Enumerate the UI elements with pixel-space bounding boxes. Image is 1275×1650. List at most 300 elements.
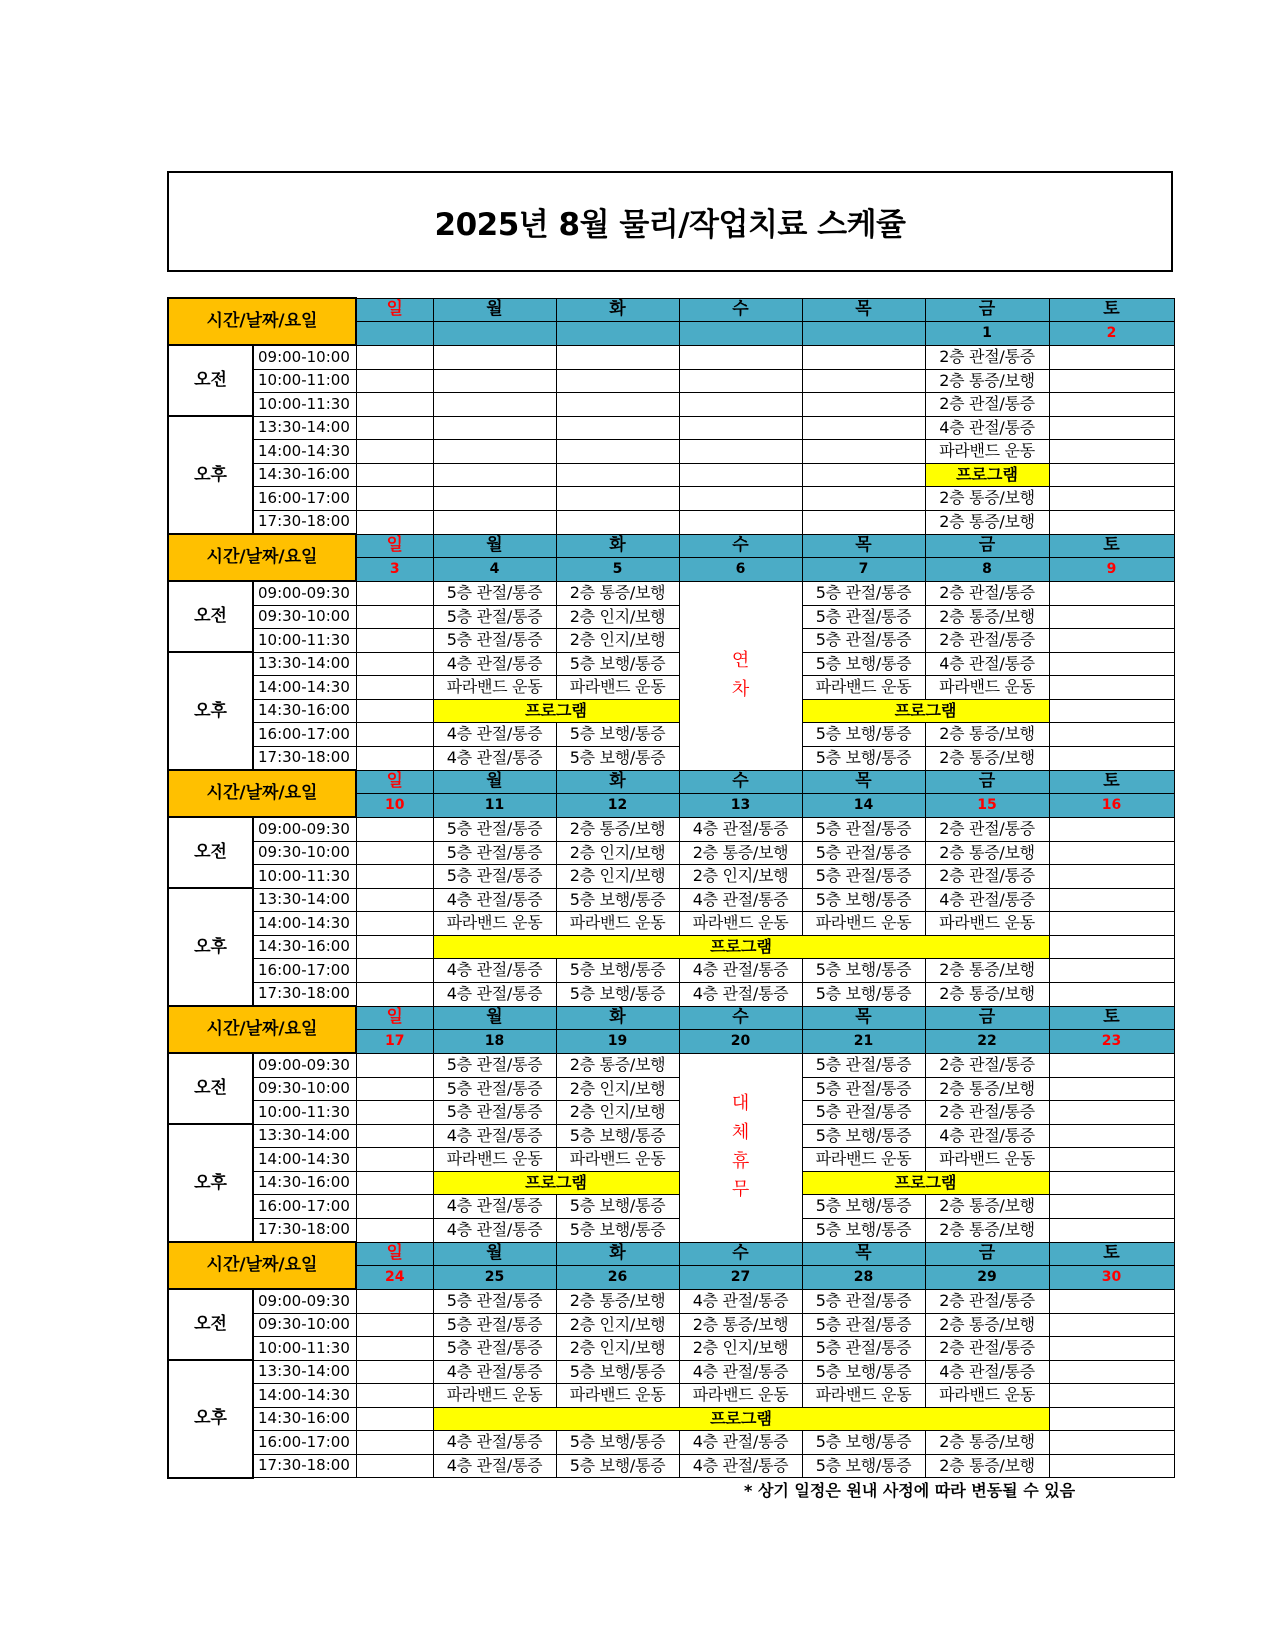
schedule-cell: 5층 보행/통증 [802, 746, 925, 770]
weekday-5: 금 [925, 534, 1049, 558]
date-cell: 27 [679, 1266, 802, 1290]
table-row [168, 676, 1174, 700]
table-row [168, 817, 1174, 841]
table-row [168, 581, 1174, 605]
table-row [168, 1289, 1174, 1313]
schedule-cell: 5층 보행/통증 [802, 652, 925, 676]
time-slot: 13:30-14:00 [253, 1124, 356, 1148]
schedule-cell: 5층 보행/통증 [556, 888, 679, 912]
schedule-cell [1049, 629, 1174, 653]
schedule-cell [679, 369, 802, 393]
schedule-cell: 파라밴드 운동 [433, 1148, 556, 1172]
schedule-cell: 5층 관절/통증 [433, 629, 556, 653]
schedule-cell: 파라밴드 운동 [802, 912, 925, 936]
weekday-0: 일 [356, 1006, 433, 1030]
table-row [168, 1218, 1174, 1242]
time-slot: 14:30-16:00 [253, 1171, 356, 1195]
schedule-cell: 5층 보행/통증 [802, 959, 925, 983]
schedule-cell [802, 463, 925, 487]
schedule-cell: 4층 관절/통증 [679, 1454, 802, 1478]
schedule-cell: 2층 관절/통증 [925, 393, 1049, 417]
weekday-2: 화 [556, 1242, 679, 1266]
schedule-cell [1049, 440, 1174, 464]
schedule-cell [356, 581, 433, 605]
time-slot: 16:00-17:00 [253, 1431, 356, 1455]
time-slot: 09:00-09:30 [253, 1289, 356, 1313]
program-cell: 프로그램 [433, 935, 1049, 959]
schedule-cell: 5층 관절/통증 [433, 841, 556, 865]
program-cell: 프로그램 [433, 1407, 1049, 1431]
date-cell: 1 [925, 322, 1049, 346]
schedule-cell [802, 510, 925, 534]
header-label: 시간/날짜/요일 [168, 534, 356, 581]
date-cell: 30 [1049, 1266, 1174, 1290]
table-row [168, 1053, 1174, 1077]
schedule-cell [1049, 1077, 1174, 1101]
time-slot: 10:00-11:30 [253, 865, 356, 889]
schedule-cell [356, 888, 433, 912]
schedule-cell: 5층 보행/통증 [556, 1454, 679, 1478]
schedule-cell: 파라밴드 운동 [433, 912, 556, 936]
schedule-cell: 2층 통증/보행 [925, 982, 1049, 1006]
weekday-1: 월 [433, 1242, 556, 1266]
schedule-cell [679, 345, 802, 369]
schedule-cell [556, 416, 679, 440]
time-slot: 16:00-17:00 [253, 723, 356, 747]
time-slot: 09:00-09:30 [253, 817, 356, 841]
schedule-cell [356, 1077, 433, 1101]
schedule-cell [356, 746, 433, 770]
schedule-cell: 2층 인지/보행 [556, 1077, 679, 1101]
page-title: 2025년 8월 물리/작업치료 스케쥴 [434, 207, 906, 243]
schedule-cell: 파라밴드 운동 [433, 676, 556, 700]
schedule-cell: 2층 통증/보행 [925, 1218, 1049, 1242]
schedule-cell [1049, 1360, 1174, 1384]
schedule-cell [1049, 605, 1174, 629]
schedule-cell [556, 369, 679, 393]
date-cell: 18 [433, 1030, 556, 1054]
schedule-cell: 5층 관절/통증 [802, 1289, 925, 1313]
weekday-row [168, 534, 1174, 558]
schedule-cell: 4층 관절/통증 [925, 1124, 1049, 1148]
schedule-cell [1049, 1431, 1174, 1455]
holiday-cell [679, 1053, 802, 1242]
schedule-cell [1049, 912, 1174, 936]
date-cell: 13 [679, 794, 802, 818]
schedule-cell [356, 369, 433, 393]
time-slot: 10:00-11:00 [253, 369, 356, 393]
schedule-cell [356, 440, 433, 464]
schedule-cell: 5층 보행/통증 [556, 652, 679, 676]
schedule-cell: 5층 관절/통증 [433, 1289, 556, 1313]
schedule-cell [802, 345, 925, 369]
schedule-cell [1049, 393, 1174, 417]
header-label: 시간/날짜/요일 [168, 770, 356, 817]
time-slot: 17:30-18:00 [253, 1218, 356, 1242]
date-cell [433, 322, 556, 346]
time-slot: 14:00-14:30 [253, 1384, 356, 1408]
schedule-cell [1049, 888, 1174, 912]
schedule-cell [1049, 723, 1174, 747]
weekday-0: 일 [356, 298, 433, 322]
date-cell: 2 [1049, 322, 1174, 346]
schedule-cell [356, 345, 433, 369]
period-am: 오전 [168, 1289, 253, 1360]
schedule-cell [1049, 652, 1174, 676]
weekday-5: 금 [925, 770, 1049, 794]
weekday-2: 화 [556, 298, 679, 322]
date-cell: 21 [802, 1030, 925, 1054]
schedule-cell: 5층 관절/통증 [802, 1101, 925, 1125]
date-cell: 29 [925, 1266, 1049, 1290]
schedule-cell [1049, 841, 1174, 865]
schedule-cell: 파라밴드 운동 [556, 676, 679, 700]
schedule-cell [1049, 959, 1174, 983]
time-slot: 10:00-11:30 [253, 1101, 356, 1125]
schedule-cell: 2층 통증/보행 [556, 581, 679, 605]
period-am: 오전 [168, 817, 253, 888]
schedule-cell: 4층 관절/통증 [433, 1454, 556, 1478]
schedule-cell: 5층 보행/통증 [802, 1360, 925, 1384]
period-pm: 오후 [168, 652, 253, 770]
date-cell [556, 322, 679, 346]
schedule-cell: 2층 통증/보행 [679, 841, 802, 865]
schedule-cell: 5층 보행/통증 [556, 723, 679, 747]
schedule-cell [1049, 1195, 1174, 1219]
schedule-cell: 2층 관절/통증 [925, 629, 1049, 653]
date-cell: 19 [556, 1030, 679, 1054]
schedule-cell [433, 345, 556, 369]
schedule-cell: 5층 보행/통증 [802, 982, 925, 1006]
schedule-cell: 5층 보행/통증 [802, 1195, 925, 1219]
schedule-cell [1049, 1313, 1174, 1337]
table-row [168, 1101, 1174, 1125]
table-row [168, 1313, 1174, 1337]
schedule-cell [556, 463, 679, 487]
period-pm: 오후 [168, 888, 253, 1006]
schedule-cell: 5층 관절/통증 [802, 581, 925, 605]
schedule-cell: 2층 통증/보행 [925, 1313, 1049, 1337]
table-row [168, 746, 1174, 770]
schedule-cell: 2층 인지/보행 [556, 865, 679, 889]
weekday-row [168, 1006, 1174, 1030]
schedule-cell: 5층 관절/통증 [433, 1313, 556, 1337]
date-cell: 7 [802, 558, 925, 582]
schedule-cell [356, 912, 433, 936]
time-slot: 09:00-10:00 [253, 345, 356, 369]
schedule-cell [356, 1407, 433, 1431]
schedule-cell [1049, 1289, 1174, 1313]
schedule-cell: 5층 보행/통증 [556, 1218, 679, 1242]
schedule-cell [1049, 1171, 1174, 1195]
table-row [168, 1407, 1174, 1431]
period-am: 오전 [168, 581, 253, 652]
time-slot: 17:30-18:00 [253, 982, 356, 1006]
schedule-cell: 2층 관절/통증 [925, 865, 1049, 889]
schedule-cell: 4층 관절/통증 [679, 982, 802, 1006]
time-slot: 14:30-16:00 [253, 1407, 356, 1431]
schedule-cell: 파라밴드 운동 [556, 912, 679, 936]
schedule-cell: 4층 관절/통증 [433, 723, 556, 747]
schedule-cell [356, 1384, 433, 1408]
date-cell: 26 [556, 1266, 679, 1290]
table-row [168, 345, 1174, 369]
schedule-cell [356, 487, 433, 511]
date-cell: 6 [679, 558, 802, 582]
schedule-cell [1049, 1124, 1174, 1148]
schedule-cell: 2층 통증/보행 [925, 959, 1049, 983]
schedule-cell [679, 487, 802, 511]
schedule-cell [1049, 699, 1174, 723]
schedule-cell: 2층 관절/통증 [925, 1289, 1049, 1313]
schedule-cell: 파라밴드 운동 [802, 1148, 925, 1172]
schedule-cell [356, 1337, 433, 1361]
schedule-cell [1049, 982, 1174, 1006]
schedule-cell: 5층 관절/통증 [433, 817, 556, 841]
schedule-cell: 5층 보행/통증 [802, 723, 925, 747]
program-cell: 프로그램 [433, 1171, 679, 1195]
schedule-cell [356, 699, 433, 723]
schedule-cell [356, 723, 433, 747]
schedule-cell: 4층 관절/통증 [433, 746, 556, 770]
schedule-cell: 2층 통증/보행 [556, 1053, 679, 1077]
schedule-cell: 파라밴드 운동 [925, 1384, 1049, 1408]
holiday-char: 휴 [731, 1150, 750, 1172]
schedule-cell: 5층 관절/통증 [802, 1337, 925, 1361]
table-row [168, 935, 1174, 959]
time-slot: 13:30-14:00 [253, 652, 356, 676]
schedule-cell [356, 1195, 433, 1219]
schedule-cell [356, 652, 433, 676]
schedule-cell: 5층 관절/통증 [433, 1077, 556, 1101]
time-slot: 14:30-16:00 [253, 935, 356, 959]
schedule-cell: 4층 관절/통증 [679, 888, 802, 912]
schedule-cell: 4층 관절/통증 [679, 1289, 802, 1313]
table-row [168, 959, 1174, 983]
schedule-cell [356, 510, 433, 534]
weekday-3: 수 [679, 770, 802, 794]
schedule-cell [356, 1313, 433, 1337]
schedule-cell [356, 959, 433, 983]
time-slot: 09:30-10:00 [253, 1313, 356, 1337]
schedule-cell: 파라밴드 운동 [925, 676, 1049, 700]
time-slot: 09:30-10:00 [253, 841, 356, 865]
schedule-cell: 5층 관절/통증 [802, 817, 925, 841]
schedule-cell: 4층 관절/통증 [925, 888, 1049, 912]
schedule-cell: 5층 보행/통증 [556, 1360, 679, 1384]
schedule-cell: 2층 인지/보행 [679, 865, 802, 889]
period-am: 오전 [168, 1053, 253, 1124]
table-row [168, 1171, 1174, 1195]
schedule-cell [1049, 487, 1174, 511]
time-slot: 14:30-16:00 [253, 699, 356, 723]
schedule-cell [1049, 1101, 1174, 1125]
schedule-cell [1049, 1218, 1174, 1242]
table-row [168, 510, 1174, 534]
date-cell: 4 [433, 558, 556, 582]
time-slot: 16:00-17:00 [253, 487, 356, 511]
schedule-cell [556, 393, 679, 417]
holiday-char: 대 [731, 1092, 750, 1114]
schedule-cell [356, 1454, 433, 1478]
schedule-cell: 2층 관절/통증 [925, 1337, 1049, 1361]
schedule-cell [556, 440, 679, 464]
schedule-cell: 2층 통증/보행 [556, 817, 679, 841]
schedule-cell [356, 605, 433, 629]
schedule-cell [356, 1171, 433, 1195]
schedule-cell: 5층 보행/통증 [802, 888, 925, 912]
schedule-cell: 2층 관절/통증 [925, 345, 1049, 369]
weekday-1: 월 [433, 770, 556, 794]
time-slot: 13:30-14:00 [253, 888, 356, 912]
table-row [168, 723, 1174, 747]
schedule-cell: 5층 관절/통증 [433, 581, 556, 605]
date-cell: 12 [556, 794, 679, 818]
schedule-cell: 2층 인지/보행 [556, 629, 679, 653]
schedule-cell [433, 463, 556, 487]
holiday-char: 차 [731, 678, 750, 700]
schedule-cell: 파라밴드 운동 [679, 1384, 802, 1408]
weekday-6: 토 [1049, 1242, 1174, 1266]
schedule-cell: 2층 인지/보행 [679, 1337, 802, 1361]
schedule-cell [433, 393, 556, 417]
schedule-cell: 2층 통증/보행 [925, 369, 1049, 393]
date-cell [679, 322, 802, 346]
weekday-1: 월 [433, 534, 556, 558]
schedule-cell: 파라밴드 운동 [802, 1384, 925, 1408]
header-label: 시간/날짜/요일 [168, 298, 356, 345]
date-cell: 11 [433, 794, 556, 818]
weekday-row [168, 298, 1174, 322]
schedule-cell: 5층 관절/통증 [433, 1101, 556, 1125]
schedule-cell [356, 1360, 433, 1384]
schedule-table [167, 297, 1175, 1479]
program-cell: 프로그램 [433, 699, 679, 723]
schedule-cell [1049, 345, 1174, 369]
schedule-cell [802, 369, 925, 393]
time-slot: 09:30-10:00 [253, 1077, 356, 1101]
weekday-0: 일 [356, 770, 433, 794]
schedule-cell: 2층 통증/보행 [925, 1454, 1049, 1478]
table-row [168, 393, 1174, 417]
schedule-cell [433, 369, 556, 393]
weekday-4: 목 [802, 1242, 925, 1266]
time-slot: 14:00-14:30 [253, 912, 356, 936]
schedule-cell [356, 1053, 433, 1077]
schedule-cell: 5층 관절/통증 [802, 1313, 925, 1337]
schedule-cell: 4층 관절/통증 [433, 1195, 556, 1219]
time-slot: 09:00-09:30 [253, 1053, 356, 1077]
schedule-cell: 2층 통증/보행 [925, 723, 1049, 747]
weekday-1: 월 [433, 298, 556, 322]
schedule-cell [1049, 817, 1174, 841]
holiday-char: 체 [731, 1121, 750, 1143]
schedule-cell: 5층 관절/통증 [433, 1337, 556, 1361]
weekday-5: 금 [925, 298, 1049, 322]
schedule-cell: 4층 관절/통증 [433, 1431, 556, 1455]
schedule-cell: 5층 보행/통증 [802, 1431, 925, 1455]
schedule-cell: 5층 보행/통증 [802, 1454, 925, 1478]
schedule-cell: 4층 관절/통증 [679, 1360, 802, 1384]
weekday-2: 화 [556, 770, 679, 794]
schedule-cell [1049, 1384, 1174, 1408]
schedule-cell [1049, 510, 1174, 534]
schedule-cell: 2층 인지/보행 [556, 841, 679, 865]
holiday-cell [679, 581, 802, 770]
table-row [168, 1195, 1174, 1219]
schedule-cell: 4층 관절/통증 [925, 652, 1049, 676]
schedule-cell: 2층 인지/보행 [556, 1337, 679, 1361]
table-row [168, 605, 1174, 629]
date-cell: 5 [556, 558, 679, 582]
schedule-cell [802, 487, 925, 511]
date-cell: 14 [802, 794, 925, 818]
schedule-cell: 파라밴드 운동 [925, 1148, 1049, 1172]
schedule-cell: 파라밴드 운동 [925, 440, 1049, 464]
schedule-cell: 파라밴드 운동 [433, 1384, 556, 1408]
date-cell: 20 [679, 1030, 802, 1054]
schedule-cell: 5층 보행/통증 [556, 959, 679, 983]
schedule-cell: 2층 인지/보행 [556, 1101, 679, 1125]
schedule-cell: 4층 관절/통증 [433, 1360, 556, 1384]
schedule-cell [356, 865, 433, 889]
weekday-6: 토 [1049, 534, 1174, 558]
footnote: * 상기 일정은 원내 사정에 따라 변동될 수 있음 [744, 1481, 1076, 1500]
table-row [168, 416, 1174, 440]
table-row [168, 652, 1174, 676]
schedule-cell: 5층 보행/통증 [802, 1218, 925, 1242]
date-cell: 15 [925, 794, 1049, 818]
weekday-4: 목 [802, 534, 925, 558]
schedule-cell: 2층 관절/통증 [925, 1101, 1049, 1125]
table-row [168, 888, 1174, 912]
weekday-1: 월 [433, 1006, 556, 1030]
weekday-6: 토 [1049, 298, 1174, 322]
schedule-cell: 2층 통증/보행 [925, 1195, 1049, 1219]
schedule-cell [356, 676, 433, 700]
schedule-cell: 파라밴드 운동 [802, 676, 925, 700]
schedule-cell [356, 982, 433, 1006]
table-row [168, 1360, 1174, 1384]
schedule-cell: 4층 관절/통증 [433, 982, 556, 1006]
schedule-cell [356, 1431, 433, 1455]
table-row [168, 487, 1174, 511]
schedule-cell [433, 416, 556, 440]
table-row [168, 1077, 1174, 1101]
period-pm: 오후 [168, 1360, 253, 1478]
weekday-5: 금 [925, 1242, 1049, 1266]
schedule-cell [1049, 746, 1174, 770]
table-row [168, 1337, 1174, 1361]
time-slot: 14:00-14:30 [253, 440, 356, 464]
weekday-3: 수 [679, 1242, 802, 1266]
schedule-cell [356, 817, 433, 841]
schedule-cell: 5층 관절/통증 [433, 865, 556, 889]
schedule-cell: 4층 관절/통증 [433, 652, 556, 676]
schedule-cell: 파라밴드 운동 [925, 912, 1049, 936]
schedule-cell [356, 1148, 433, 1172]
schedule-cell: 2층 통증/보행 [925, 1431, 1049, 1455]
table-row [168, 1431, 1174, 1455]
time-slot: 17:30-18:00 [253, 746, 356, 770]
schedule-cell: 5층 보행/통증 [556, 1124, 679, 1148]
schedule-cell [802, 440, 925, 464]
schedule-cell [1049, 1407, 1174, 1431]
table-row [168, 629, 1174, 653]
schedule-cell: 5층 관절/통증 [802, 605, 925, 629]
schedule-cell: 4층 관절/통증 [925, 416, 1049, 440]
schedule-cell: 2층 관절/통증 [925, 581, 1049, 605]
